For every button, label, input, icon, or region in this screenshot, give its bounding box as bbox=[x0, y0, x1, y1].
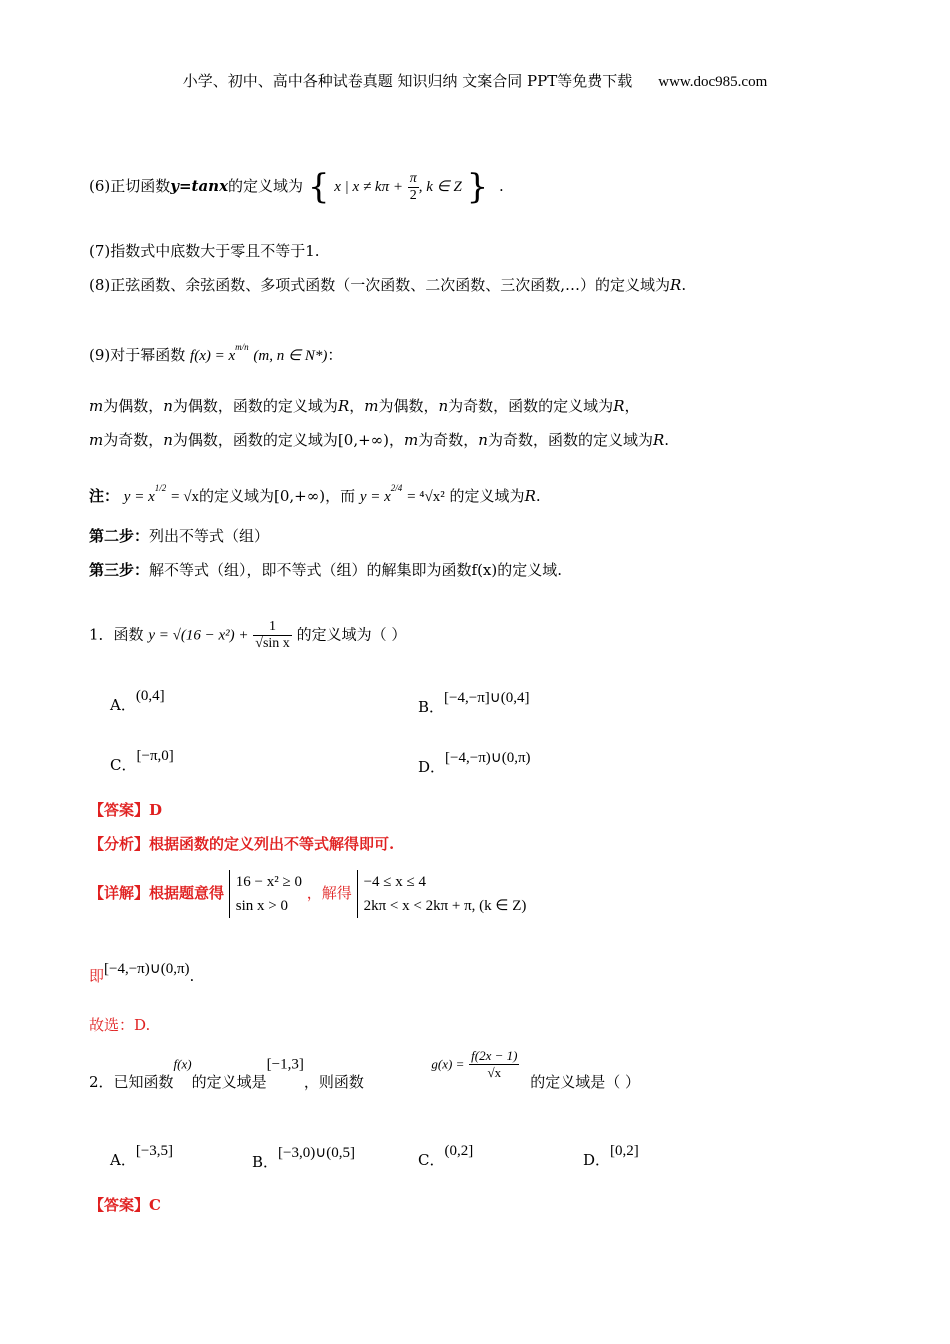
page-header bbox=[0, 70, 950, 91]
t: 为奇数， bbox=[418, 431, 479, 449]
rule-9-pre: (9)对于幂函数 bbox=[89, 346, 186, 364]
m: m bbox=[404, 431, 419, 449]
option-value: [−π,0] bbox=[136, 748, 174, 764]
note-f2: y = x bbox=[359, 489, 391, 505]
frac-den: √sin x bbox=[255, 636, 290, 651]
ineq: 16 − x² ≥ 0 bbox=[235, 874, 302, 890]
note-f1: y = x bbox=[123, 489, 155, 505]
t: 为偶数，函数的定义域为[0,+∞)， bbox=[172, 431, 405, 449]
m: m bbox=[364, 397, 379, 415]
m: m bbox=[89, 431, 104, 449]
R: R bbox=[337, 397, 350, 415]
option-value: [0,2] bbox=[610, 1143, 639, 1159]
parity-line-1 bbox=[89, 396, 640, 416]
step-3 bbox=[89, 560, 562, 580]
q1-option-c[interactable] bbox=[110, 748, 174, 775]
ji-end: . bbox=[189, 967, 195, 985]
option-letter: A． bbox=[110, 696, 136, 714]
step-2 bbox=[89, 526, 269, 546]
q2-fx: f(x) bbox=[173, 1056, 192, 1072]
n: n bbox=[478, 431, 488, 449]
q1-option-d[interactable] bbox=[418, 748, 531, 777]
q2-stem-pre: 2．已知函数 bbox=[89, 1072, 174, 1091]
q1-stem-pre: 1．函数 bbox=[89, 625, 144, 644]
rule-9-cond: (m, n ∈ N*) bbox=[253, 348, 328, 364]
q1-answer: 【答案】D bbox=[89, 801, 163, 819]
note-e2: 2/4 bbox=[390, 483, 403, 493]
q2-option-a[interactable] bbox=[110, 1143, 173, 1170]
q2-option-c[interactable] bbox=[418, 1143, 473, 1170]
step-2-text: 列出不等式（组） bbox=[149, 527, 270, 545]
note-e1: 1/2 bbox=[154, 483, 167, 493]
q2-stem-mid: 的定义域是 bbox=[191, 1072, 267, 1091]
t: 为偶数， bbox=[378, 397, 439, 415]
n: n bbox=[438, 397, 449, 415]
note-r2: = ⁴√x² bbox=[407, 489, 445, 505]
q2-stem bbox=[89, 1048, 640, 1092]
q2-option-b[interactable] bbox=[252, 1143, 355, 1172]
option-letter: B． bbox=[418, 698, 445, 716]
rule-6-mid: 的定义域为 bbox=[228, 177, 304, 195]
rule-6-set-expr: x | x ≠ kπ + bbox=[334, 179, 403, 195]
option-letter: D． bbox=[418, 758, 446, 776]
t: 为奇数，函数的定义域为 bbox=[487, 431, 653, 449]
ineq: 2kπ < x < 2kπ + π, (k ∈ Z) bbox=[363, 898, 527, 914]
option-value: [−3,5] bbox=[135, 1143, 174, 1159]
frac-num: π bbox=[409, 170, 417, 186]
t: ， bbox=[349, 397, 365, 415]
ineq: sin x > 0 bbox=[235, 898, 289, 914]
frac-den: √x bbox=[487, 1065, 502, 1080]
note-end: . bbox=[535, 487, 541, 505]
detail-mid: ，解得 bbox=[306, 884, 352, 902]
t: ， bbox=[624, 397, 640, 415]
rule-6-fn: y=tanx bbox=[170, 177, 229, 195]
rule-7: (7)指数式中底数大于零且不等于1. bbox=[89, 242, 320, 260]
q1-option-a[interactable] bbox=[110, 688, 165, 715]
note-label: 注： bbox=[89, 487, 120, 505]
inequality-system-2 bbox=[357, 870, 527, 918]
q2-answer: 【答案】C bbox=[89, 1196, 161, 1214]
note-r1: = √x bbox=[171, 489, 199, 505]
option-value: [−4,−π]∪(0,4] bbox=[444, 690, 530, 706]
q2-fraction bbox=[469, 1048, 519, 1081]
header-url[interactable]: www.doc985.com bbox=[658, 74, 768, 90]
rule-9-end: ： bbox=[327, 346, 343, 364]
step-3-label: 第三步： bbox=[89, 561, 150, 579]
frac-den: 2 bbox=[409, 187, 417, 203]
option-value: (0,4] bbox=[135, 688, 165, 704]
n: n bbox=[163, 431, 173, 449]
q2-stem-mid2: ，则函数 bbox=[303, 1072, 364, 1091]
q1-stem bbox=[89, 619, 406, 652]
header-text: 小学、初中、高中各种试卷真题 知识归纳 文案合同 PPT等免费下载 bbox=[182, 72, 633, 90]
rule-9 bbox=[89, 337, 342, 366]
option-letter: B． bbox=[252, 1153, 279, 1171]
q1-formula: y = √(16 − x²) + bbox=[148, 627, 249, 644]
detail-label: 【详解】根据题意得 bbox=[89, 884, 225, 902]
q2-g: g(x) = bbox=[431, 1056, 465, 1072]
t: . bbox=[664, 431, 670, 449]
pi-over-2 bbox=[408, 171, 419, 204]
rule-8-end: . bbox=[681, 276, 687, 294]
rule-8-R: R bbox=[670, 276, 682, 294]
left-brace: { bbox=[307, 167, 330, 207]
q2-domain: [−1,3] bbox=[266, 1056, 304, 1073]
q1-stem-post: 的定义域为（ ） bbox=[296, 625, 407, 644]
parity-line-2 bbox=[89, 430, 669, 450]
q1-conclusion bbox=[89, 958, 194, 986]
note-R: R bbox=[524, 487, 536, 505]
q2-option-d[interactable] bbox=[583, 1143, 639, 1170]
note bbox=[89, 478, 541, 507]
frac-num: f(2x − 1) bbox=[471, 1048, 518, 1063]
n: n bbox=[163, 397, 173, 415]
rule-6 bbox=[89, 167, 504, 207]
rule-6-pre: (6)正切函数 bbox=[89, 177, 171, 195]
step-3-text: 解不等式（组），即不等式（组）的解集即为函数f(x)的定义域. bbox=[149, 561, 563, 579]
q1-choose: 故选：D. bbox=[89, 1016, 151, 1034]
inequality-system-1 bbox=[229, 870, 302, 918]
rule-9-exp: m/n bbox=[235, 342, 249, 352]
R: R bbox=[652, 431, 665, 449]
option-letter: A． bbox=[110, 1151, 136, 1169]
rule-6-end: . bbox=[499, 177, 504, 195]
rule-9-formula: f(x) = x bbox=[190, 348, 236, 364]
ji-label: 即 bbox=[89, 967, 105, 985]
q1-analysis: 【分析】根据函数的定义列出不等式解得即可. bbox=[89, 835, 395, 853]
R: R bbox=[613, 397, 625, 415]
ji-value: [−4,−π)∪(0,π) bbox=[104, 961, 190, 977]
t: 为偶数，函数的定义域为 bbox=[172, 397, 338, 415]
ineq: −4 ≤ x ≤ 4 bbox=[363, 874, 427, 890]
q2-stem-post: 的定义域是（ ） bbox=[530, 1072, 640, 1091]
t: 为偶数， bbox=[103, 397, 164, 415]
rule-6-set-tail: , k ∈ Z bbox=[418, 179, 462, 195]
option-letter: D． bbox=[583, 1151, 611, 1169]
q1-fraction bbox=[253, 619, 292, 652]
note-t1: 的定义域为[0,+∞)，而 bbox=[198, 487, 356, 505]
t: 为奇数， bbox=[103, 431, 164, 449]
q1-detail bbox=[89, 870, 526, 918]
rule-8 bbox=[89, 275, 686, 295]
q1-option-b[interactable] bbox=[418, 688, 529, 717]
option-value: [−4,−π)∪(0,π) bbox=[445, 750, 531, 766]
note-t2: 的定义域为 bbox=[449, 487, 525, 505]
option-value: (0,2] bbox=[444, 1143, 474, 1159]
option-letter: C． bbox=[418, 1151, 445, 1169]
option-letter: C． bbox=[110, 756, 137, 774]
m: m bbox=[89, 397, 104, 415]
right-brace: } bbox=[466, 167, 489, 207]
t: 为奇数，函数的定义域为 bbox=[448, 397, 614, 415]
step-2-label: 第二步： bbox=[89, 527, 150, 545]
rule-8-text: (8)正弦函数、余弦函数、多项式函数（一次函数、二次函数、三次函数,…）的定义域为 bbox=[89, 276, 671, 294]
option-value: [−3,0)∪(0,5] bbox=[278, 1145, 355, 1161]
frac-num: 1 bbox=[253, 619, 292, 636]
